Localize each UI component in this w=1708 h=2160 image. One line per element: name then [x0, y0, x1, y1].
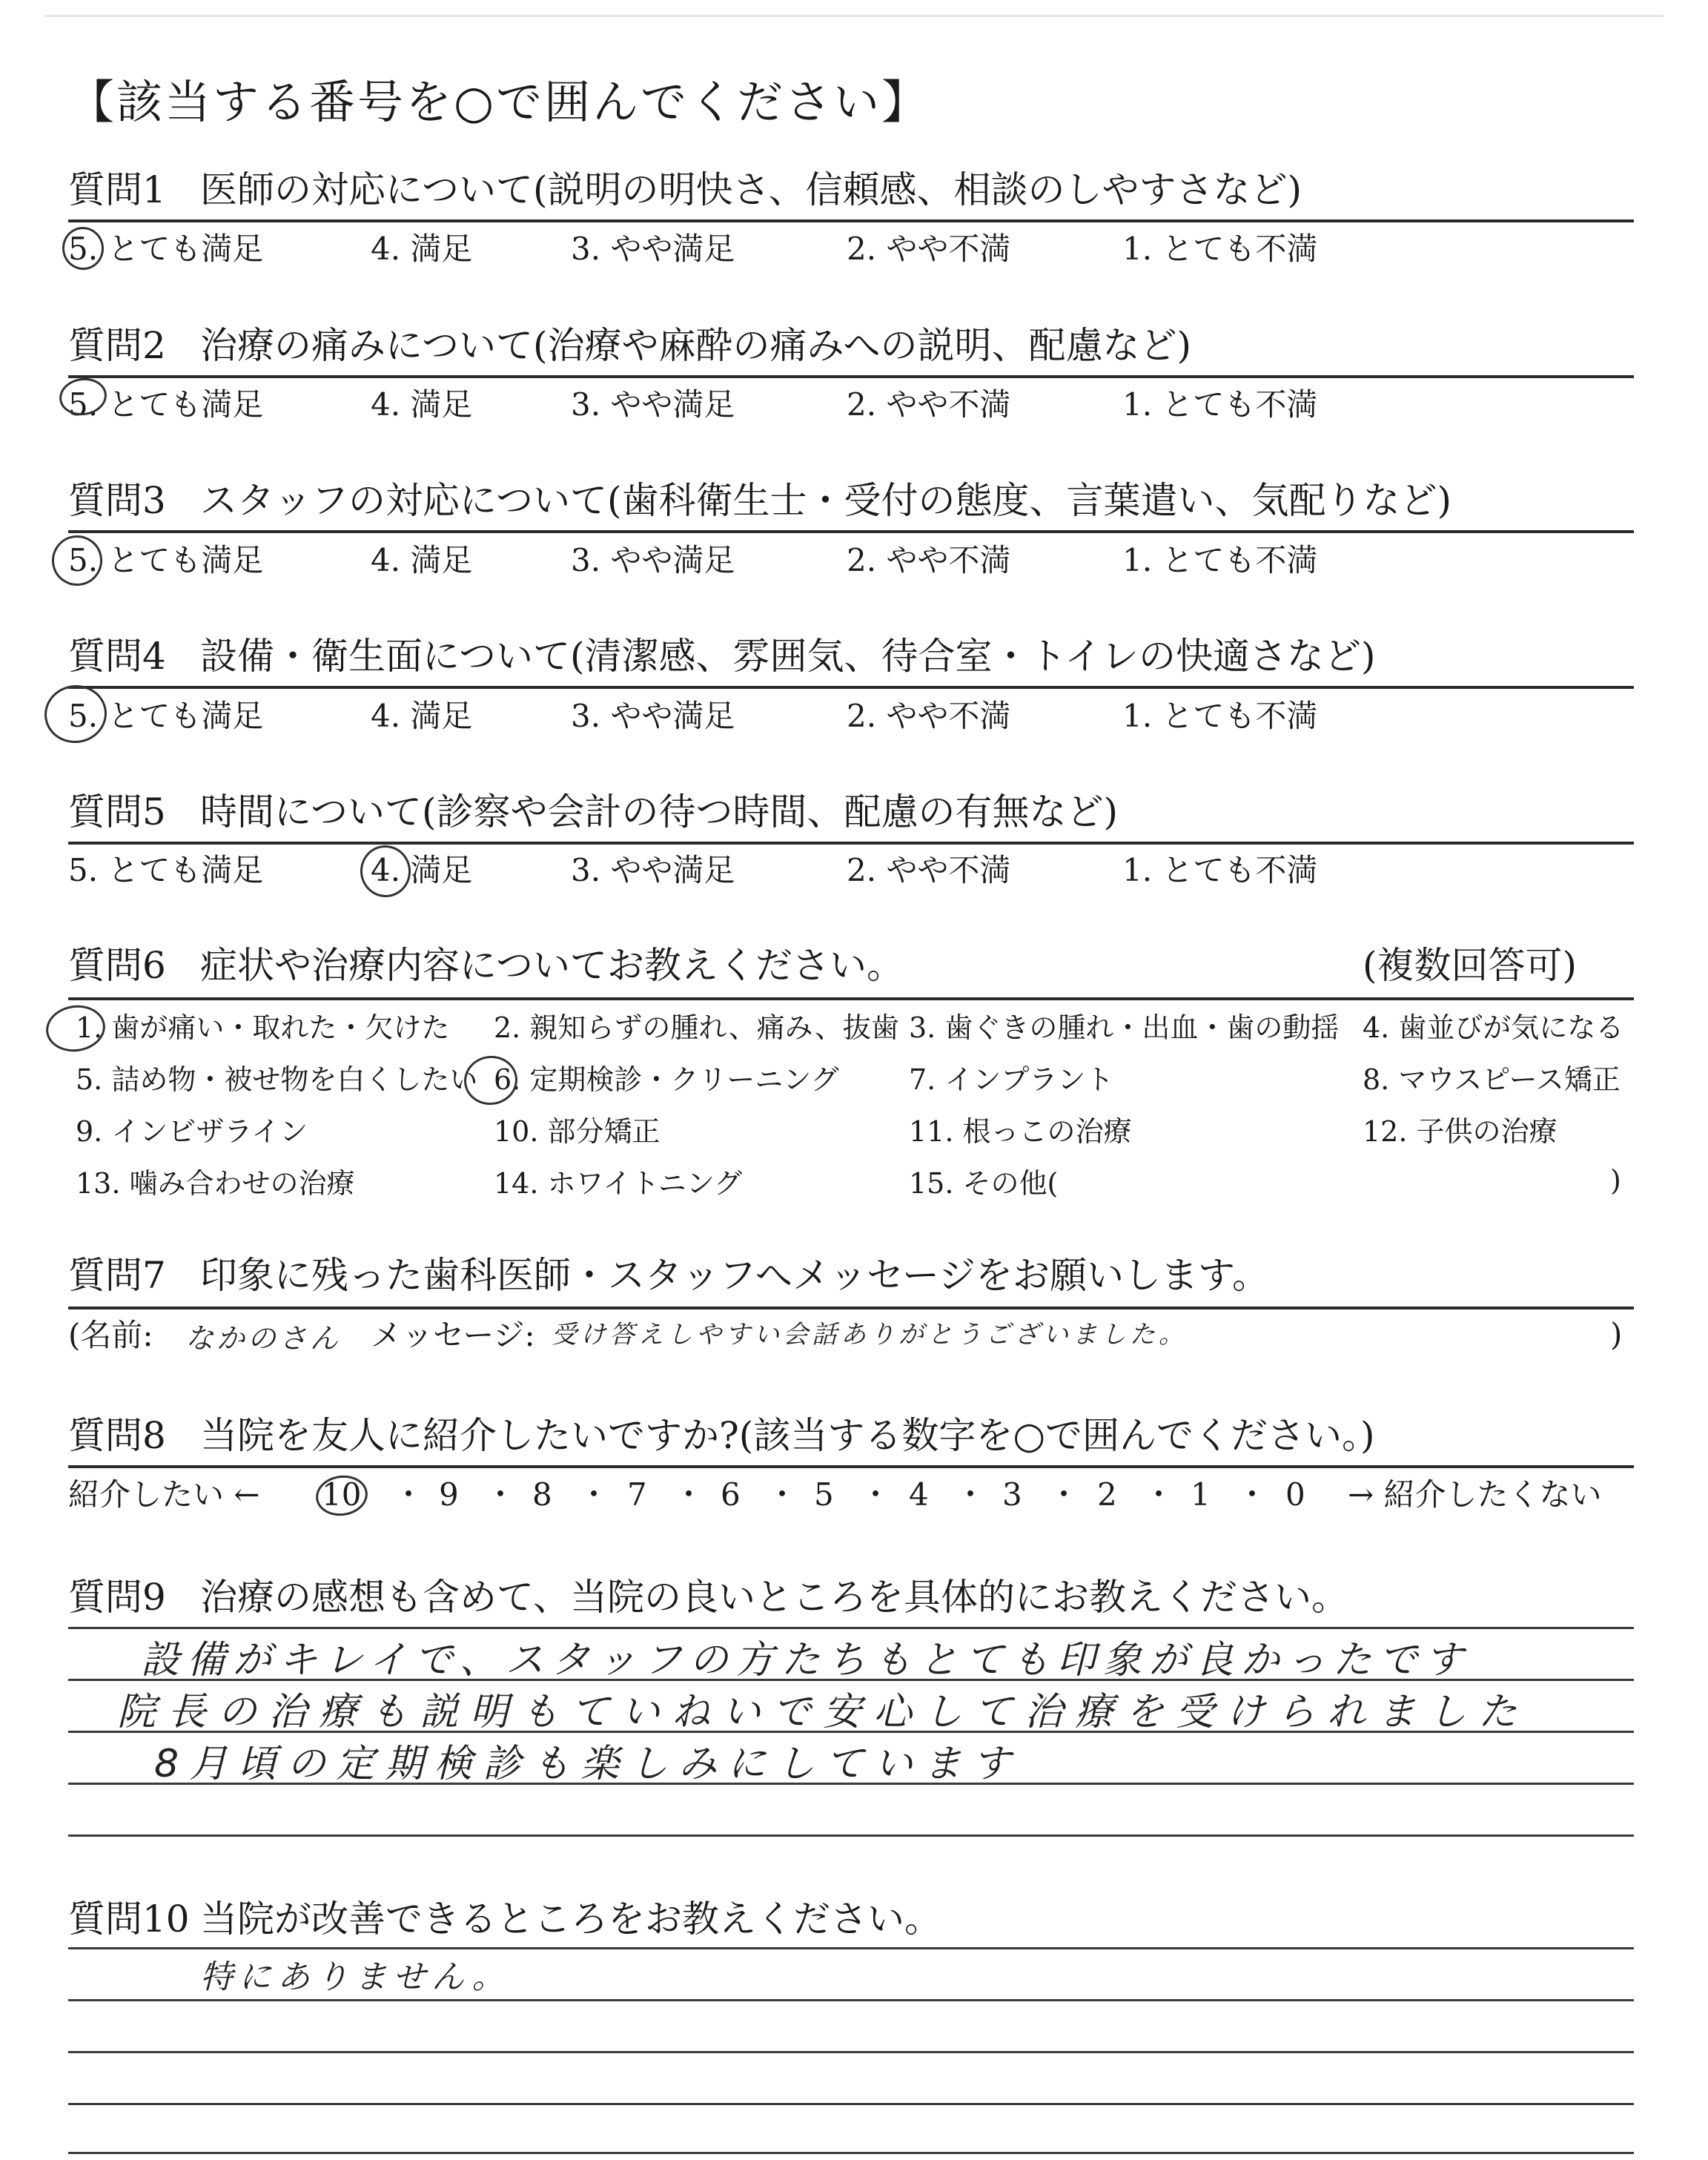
- q7-close-paren: ): [1610, 1316, 1623, 1353]
- question-5: [68, 790, 1118, 834]
- question-1-text: 医師の対応について(説明の明快さ、信頼感、相談のしやすさなど): [200, 168, 1302, 211]
- q1-option-2[interactable]: 2. やや不満: [847, 231, 1011, 267]
- q8-scale-4[interactable]: 4: [909, 1476, 929, 1513]
- q2-option-1[interactable]: 1. とても不満: [1122, 386, 1318, 423]
- q10-answer-line-1[interactable]: 特にありません。: [200, 1958, 511, 1996]
- q1-option-5[interactable]: 5. とても満足: [68, 231, 264, 267]
- q6-option-4[interactable]: 4. 歯並びが気になる: [1363, 1011, 1624, 1044]
- question-8: [68, 1413, 1374, 1458]
- q9-answer-line-2[interactable]: 院長の治療も説明もていねいで安心して治療を受けられました: [117, 1690, 1529, 1734]
- question-3-rule: [68, 530, 1634, 533]
- page-top-border: [44, 15, 1664, 17]
- q8-dot: ・: [860, 1476, 892, 1513]
- q8-dot: ・: [1048, 1476, 1080, 1513]
- q6-option-5[interactable]: 5. 詰め物・被せ物を白くしたい: [76, 1063, 478, 1096]
- q3-option-1[interactable]: 1. とても不満: [1122, 542, 1318, 578]
- question-6-text: 症状や治療内容についてお教えください。: [200, 944, 904, 987]
- question-3-number: 質問3: [68, 479, 166, 522]
- q6-other-close-paren: ): [1610, 1164, 1621, 1197]
- question-3-text: スタッフの対応について(歯科衛生士・受付の態度、言葉遣い、気配りなど): [200, 479, 1452, 522]
- q6-option-13[interactable]: 13. 噛み合わせの治療: [76, 1167, 355, 1200]
- q2-option-2[interactable]: 2. やや不満: [847, 386, 1011, 423]
- q6-option-9[interactable]: 9. インビザライン: [76, 1115, 308, 1148]
- question-3: [68, 478, 1452, 523]
- q9-answer-line-3[interactable]: 8月頃の定期検診も楽しみにしています: [154, 1742, 1022, 1786]
- q2-option-3[interactable]: 3. やや満足: [571, 386, 735, 423]
- q4-option-2[interactable]: 2. やや不満: [847, 698, 1011, 734]
- q2-option-4[interactable]: 4. 満足: [371, 386, 473, 423]
- question-7-number: 質問7: [68, 1254, 166, 1297]
- q1-option-1[interactable]: 1. とても不満: [1122, 231, 1318, 267]
- q5-option-4[interactable]: 4. 満足: [371, 852, 473, 888]
- q3-option-3[interactable]: 3. やや満足: [571, 542, 735, 578]
- question-7: [68, 1253, 1269, 1298]
- question-9-text: 治療の感想も含めて、当院の良いところを具体的にお教えください。: [200, 1576, 1348, 1619]
- q5-option-3[interactable]: 3. やや満足: [571, 852, 735, 888]
- q8-scale-5[interactable]: 5: [814, 1476, 834, 1513]
- q5-option-5[interactable]: 5. とても満足: [68, 852, 264, 888]
- q4-option-3[interactable]: 3. やや満足: [571, 698, 735, 734]
- q6-option-8[interactable]: 8. マウスピース矯正: [1363, 1063, 1621, 1096]
- question-6-note: (複数回答可): [1363, 944, 1578, 987]
- q6-option-14[interactable]: 14. ホワイトニング: [494, 1167, 743, 1200]
- q7-message-value[interactable]: 受け答えしやすい会話ありがとうございました。: [552, 1320, 1188, 1350]
- q6-option-11[interactable]: 11. 根っこの治療: [909, 1115, 1132, 1148]
- question-6-number: 質問6: [68, 944, 166, 987]
- q9-answer-line-1[interactable]: 設備がキレイで、スタッフの方たちもとても印象が良かったです: [141, 1638, 1471, 1682]
- q10-line-4: [68, 2103, 1634, 2105]
- question-4: [68, 634, 1376, 678]
- q10-line-2: [68, 1999, 1634, 2001]
- q8-dot: ・: [767, 1476, 798, 1513]
- question-2-rule: [68, 375, 1634, 378]
- question-7-text: 印象に残った歯科医師・スタッフへメッセージをお願いします。: [200, 1254, 1269, 1297]
- question-10: [68, 1897, 941, 1941]
- q3-option-4[interactable]: 4. 満足: [371, 542, 473, 578]
- question-6: [68, 943, 904, 988]
- question-8-text: 当院を友人に紹介したいですか?(該当する数字を○で囲んでください。): [200, 1414, 1375, 1457]
- question-7-rule: [68, 1307, 1634, 1309]
- q1-option-3[interactable]: 3. やや満足: [571, 231, 735, 267]
- question-5-text: 時間について(診察や会計の待つ時間、配慮の有無など): [200, 790, 1119, 833]
- q8-dot: ・: [955, 1476, 987, 1513]
- q7-name-value[interactable]: なかのさん: [185, 1322, 342, 1355]
- q4-option-5[interactable]: 5. とても満足: [68, 698, 264, 734]
- question-6-rule: [68, 997, 1634, 1000]
- q6-option-7[interactable]: 7. インプラント: [909, 1063, 1114, 1096]
- question-2: [68, 323, 1191, 368]
- q6-option-10[interactable]: 10. 部分矯正: [494, 1115, 661, 1148]
- q8-right-label: → 紹介したくない: [1348, 1476, 1602, 1513]
- q8-scale-2[interactable]: 2: [1097, 1476, 1117, 1513]
- q1-option-4[interactable]: 4. 満足: [371, 231, 473, 267]
- q8-scale-10[interactable]: 10: [322, 1476, 362, 1513]
- question-2-text: 治療の痛みについて(治療や麻酔の痛みへの説明、配慮など): [200, 324, 1192, 367]
- q8-scale-3[interactable]: 3: [1002, 1476, 1022, 1513]
- q8-scale-9[interactable]: 9: [439, 1476, 459, 1513]
- q2-option-5[interactable]: 5. とても満足: [68, 386, 264, 423]
- q8-dot: ・: [578, 1476, 610, 1513]
- q8-scale-6[interactable]: 6: [721, 1476, 741, 1513]
- question-8-number: 質問8: [68, 1414, 166, 1457]
- q10-line-1: [68, 1947, 1634, 1949]
- question-8-rule: [68, 1465, 1634, 1468]
- q3-option-2[interactable]: 2. やや不満: [847, 542, 1011, 578]
- question-1-rule: [68, 219, 1634, 222]
- question-4-rule: [68, 686, 1634, 689]
- q6-option-15[interactable]: 15. その他(: [909, 1167, 1059, 1200]
- q6-option-12[interactable]: 12. 子供の治療: [1363, 1115, 1558, 1148]
- q8-dot: ・: [393, 1476, 425, 1513]
- q7-message-label: メッセージ:: [371, 1317, 535, 1353]
- q7-name-label: (名前:: [68, 1317, 153, 1353]
- q3-option-5[interactable]: 5. とても満足: [68, 542, 264, 578]
- q8-scale-0[interactable]: 0: [1285, 1476, 1305, 1513]
- question-9-number: 質問9: [68, 1576, 166, 1619]
- question-4-text: 設備・衛生面について(清潔感、雰囲気、待合室・トイレの快適さなど): [200, 635, 1376, 678]
- question-5-rule: [68, 842, 1634, 845]
- question-5-number: 質問5: [68, 790, 166, 833]
- question-4-number: 質問4: [68, 635, 166, 678]
- q8-dot: ・: [485, 1476, 517, 1513]
- question-1-number: 質問1: [68, 168, 166, 211]
- form-heading: 【該当する番号を○で囲んでください】: [68, 75, 930, 129]
- q8-scale-1[interactable]: 1: [1191, 1476, 1211, 1513]
- question-2-number: 質問2: [68, 324, 166, 367]
- q6-option-2[interactable]: 2. 親知らずの腫れ、痛み、抜歯: [494, 1011, 899, 1044]
- q6-option-3[interactable]: 3. 歯ぐきの腫れ・出血・歯の動揺: [909, 1011, 1340, 1044]
- q8-left-label: 紹介したい ←: [68, 1476, 260, 1513]
- q8-scale-7[interactable]: 7: [627, 1476, 647, 1513]
- q8-scale-8[interactable]: 8: [532, 1476, 552, 1513]
- q5-option-2[interactable]: 2. やや不満: [847, 852, 1011, 888]
- q6-option-1[interactable]: 1. 歯が痛い・取れた・欠けた: [76, 1011, 450, 1044]
- question-1: [68, 168, 1302, 212]
- q4-option-1[interactable]: 1. とても不満: [1122, 698, 1318, 734]
- question-10-number: 質問10: [68, 1898, 190, 1941]
- q10-line-5: [68, 2152, 1634, 2154]
- q10-line-3: [68, 2051, 1634, 2053]
- q4-option-4[interactable]: 4. 満足: [371, 698, 473, 734]
- q8-dot: ・: [673, 1476, 705, 1513]
- q8-dot: ・: [1143, 1476, 1175, 1513]
- question-10-text: 当院が改善できるところをお教えください。: [200, 1898, 941, 1941]
- q5-option-1[interactable]: 1. とても不満: [1122, 852, 1318, 888]
- q6-option-6[interactable]: 6. 定期検診・クリーニング: [494, 1063, 839, 1096]
- q8-dot: ・: [1237, 1476, 1268, 1513]
- question-9: [68, 1575, 1348, 1619]
- q9-line-5: [68, 1834, 1634, 1837]
